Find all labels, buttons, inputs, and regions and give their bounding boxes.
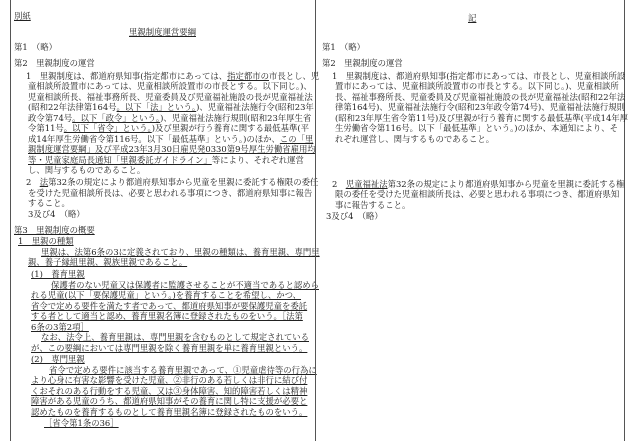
left-text-line bbox=[14, 42, 57, 52]
text-segment: 事に報告すること。 bbox=[335, 200, 411, 210]
left-text-line bbox=[28, 209, 85, 219]
left-text-line bbox=[31, 343, 307, 353]
text-segment: 等により、それぞれ運営 bbox=[211, 155, 304, 165]
current-text-column bbox=[10, 0, 326, 441]
right-text-line bbox=[322, 42, 365, 52]
text-segment: 第32条の規定により都道府県知事から児童を里親に委託する権 bbox=[387, 179, 625, 189]
left-text-line bbox=[28, 165, 145, 175]
right-text-line bbox=[335, 81, 619, 91]
text-segment: 2 bbox=[332, 179, 346, 189]
left-text-line bbox=[28, 123, 309, 133]
left-text-line bbox=[31, 322, 89, 332]
text-segment: 政令第74号 bbox=[28, 113, 73, 123]
right-text-line bbox=[326, 211, 383, 221]
left-text-line bbox=[28, 113, 311, 123]
underlined-text: する者として適当と認め、養育里親名簿に登録されたものをいう。［法第 bbox=[31, 311, 303, 321]
text-segment: 市長とし、児 bbox=[269, 71, 320, 81]
underlined-text: 省令で定める要件に該当する養育里親であって、①児童虐待等の行為に bbox=[49, 365, 317, 375]
text-segment: 限の委任を受けた児童相談所長は、必要と思われる事項につき、都道府県知 bbox=[335, 189, 620, 199]
underlined-text: 親、養子縁組里親、親族里親であること。 bbox=[28, 257, 188, 267]
underlined-text: 障害がある児童のうち、都道府県知事がその養育に関し特に支援が必要と bbox=[31, 396, 308, 406]
left-text-line bbox=[31, 269, 85, 279]
right-text-line bbox=[322, 58, 403, 68]
left-text-line bbox=[41, 332, 309, 342]
left-text-line bbox=[28, 144, 316, 154]
text-segment: すること。 bbox=[28, 198, 70, 208]
text-segment: 児童相談所長、福祉事務所長、児童委員及び児童福祉施設の長が児童福祉法 bbox=[28, 92, 313, 102]
left-text-line bbox=[31, 354, 85, 364]
left-text-line bbox=[31, 407, 307, 417]
underlined-text: 保護者のない児童又は保護者に監護させることが不適当であると認めら bbox=[51, 280, 319, 290]
left-text-line bbox=[49, 365, 317, 375]
left-text-line bbox=[28, 188, 312, 198]
revised-text-column bbox=[315, 0, 629, 441]
text-segment: 第2 里親制度の運営 bbox=[322, 58, 403, 68]
text-segment: 童相談所設置市にあっては、児童相談所設置市の市長とする。以下同じ。)、 bbox=[28, 81, 312, 91]
left-text-line bbox=[28, 155, 304, 165]
left-text-line bbox=[31, 290, 301, 300]
underlined-text: 認めたものを養育するものとして養育里親名簿に登録されたものをいう。 bbox=[31, 407, 308, 417]
left-text-line bbox=[14, 225, 95, 235]
text-segment: 長、福祉事務所長、児童委員及び児童福祉施設の長が児童福祉法(昭和22年法 bbox=[335, 92, 626, 102]
left-text-line bbox=[31, 375, 307, 385]
text-segment: 1 里親制度は、都道府県知事(指定都市にあっては、市長とし、児童相談所設 bbox=[332, 71, 626, 81]
underlined-text: この「里 bbox=[279, 134, 314, 144]
underlined-text: 指定都市の bbox=[227, 71, 270, 81]
text-segment: (昭和22年法律第164号 bbox=[28, 102, 117, 112]
underlined-text: れる児童(以下「要保護児童」という。)を養育することを希望し、かつ、 bbox=[31, 290, 302, 300]
text-segment: 生労働省令第116号。以下「最低基準」という。)のほか、本通知により、そ bbox=[335, 123, 619, 133]
right-text-line bbox=[332, 179, 624, 189]
text-segment: )及び里親が行う養育に関する最低基準(平 bbox=[151, 123, 310, 133]
left-text-line bbox=[26, 71, 319, 81]
left-text-line bbox=[14, 11, 31, 21]
underlined-text: (1) 養育里親 bbox=[31, 269, 85, 279]
underlined-text: 。以下「政令」という。 bbox=[72, 113, 161, 123]
left-text-line bbox=[26, 177, 318, 187]
underlined-text: 。以下「法」という。 bbox=[116, 102, 197, 112]
underlined-text: 記 bbox=[468, 13, 477, 23]
underlined-text: 里親は、法第6条の3に定義されており、里親の種類は、養育里親、専門里 bbox=[41, 247, 320, 257]
right-text-line bbox=[468, 13, 476, 23]
right-text-line bbox=[335, 113, 628, 123]
text-segment: 3及び4 （略） bbox=[28, 209, 85, 219]
underlined-text: 省令で定める要件を満たす者であって、都道府県知事が要保護児童を委託 bbox=[31, 301, 308, 311]
left-text-line bbox=[44, 418, 119, 428]
underlined-text: (2) 専門里親 bbox=[31, 354, 85, 364]
text-segment: 律第164号)、児童福祉法施行令(昭和23年政令第74号)、児童福祉法施行規則 bbox=[335, 102, 625, 112]
text-segment: )、児童福祉法施行規則(昭和23年厚生省 bbox=[160, 113, 312, 123]
left-text-line bbox=[28, 134, 313, 144]
left-text-line bbox=[31, 301, 307, 311]
right-text-line bbox=[335, 134, 494, 144]
underlined-text: 6条の3第2項］ bbox=[31, 322, 89, 332]
text-segment: 令第11号 bbox=[28, 123, 64, 133]
underlined-text: 児童福祉法 bbox=[345, 179, 388, 189]
underlined-text: 親制度運営要綱」及び平成23年3月30日雇児発0330第9号厚生労働省雇用均 bbox=[28, 144, 316, 154]
left-text-line bbox=[28, 198, 70, 208]
text-segment: れぞれ運営し、関与するものであること。 bbox=[335, 134, 495, 144]
right-text-line bbox=[335, 200, 410, 210]
text-segment: 3及び4 （略） bbox=[326, 211, 383, 221]
underlined-text: 。以下「省令」という。 bbox=[63, 123, 152, 133]
left-text-line bbox=[51, 280, 319, 290]
right-text-line bbox=[332, 71, 625, 81]
underlined-text: 等・児童家庭局長通知「里親委託ガイドライン」 bbox=[28, 155, 212, 165]
left-text-line bbox=[31, 311, 303, 321]
left-text-line bbox=[41, 247, 320, 257]
text-segment: (昭和23年厚生省令第11号)及び里親が行う養育に関する最低基準(平成14年厚 bbox=[335, 113, 629, 123]
right-text-line bbox=[335, 189, 619, 199]
text-segment: 成14年厚生労働省令第116号。以下「最低基準」という。)のほか、 bbox=[28, 134, 280, 144]
left-text-line bbox=[28, 92, 313, 102]
text-segment: 置市にあっては、児童相談所設置市の市長とする。以下同じ。)、児童相談所 bbox=[335, 81, 619, 91]
left-text-line bbox=[31, 396, 307, 406]
underlined-text: より心身に有害な影響を受けた児童、②非行のある若しくは非行に結び付 bbox=[31, 375, 308, 385]
left-text-line bbox=[129, 27, 196, 37]
text-segment: し、関与するものであること。 bbox=[28, 165, 146, 175]
text-segment: 2 bbox=[26, 177, 40, 187]
underlined-text: が、この要綱においては専門里親を除く養育里親を単に養育里親という。 bbox=[31, 343, 308, 353]
right-text-line bbox=[335, 123, 618, 133]
text-segment: 第2 里親制度の運営 bbox=[14, 58, 95, 68]
text-segment: 第1 （略） bbox=[322, 42, 366, 52]
underlined-text: 里親制度運営要綱 bbox=[129, 27, 196, 37]
left-text-line bbox=[28, 81, 312, 91]
left-text-line bbox=[28, 257, 187, 267]
underlined-text: 第3 里親制度の概要 bbox=[14, 225, 95, 235]
underlined-text: 1 里親の種類 bbox=[18, 236, 74, 246]
underlined-text: 法 bbox=[39, 177, 49, 187]
text-segment: 1 里親制度は、都道府県知事(指定都市にあっては、 bbox=[26, 71, 228, 81]
right-text-line bbox=[335, 102, 625, 112]
right-text-line bbox=[335, 92, 625, 102]
left-text-line bbox=[31, 386, 307, 396]
text-segment: 第32条の規定により都道府県知事から児童を里親に委託する権限の委任 bbox=[48, 177, 319, 187]
left-text-line bbox=[14, 58, 95, 68]
text-segment: )、児童福祉法施行令(昭和23年 bbox=[196, 102, 314, 112]
text-segment: 第1 （略） bbox=[14, 42, 58, 52]
left-text-line bbox=[28, 102, 314, 112]
underlined-text: 別紙 bbox=[14, 11, 31, 21]
left-text-line bbox=[18, 236, 74, 246]
underlined-text: なお、法令上、養育里親は、専門里親を含むものとして規定されている bbox=[41, 332, 309, 342]
underlined-text: ［省令第1条の36］ bbox=[44, 418, 119, 428]
underlined-text: くおそれのある行動をする児童、又は③身体障害、知的障害若しくは精神 bbox=[31, 386, 308, 396]
text-segment: を受けた児童相談所長は、必要と思われる事項につき、都道府県知事に報告 bbox=[28, 188, 313, 198]
